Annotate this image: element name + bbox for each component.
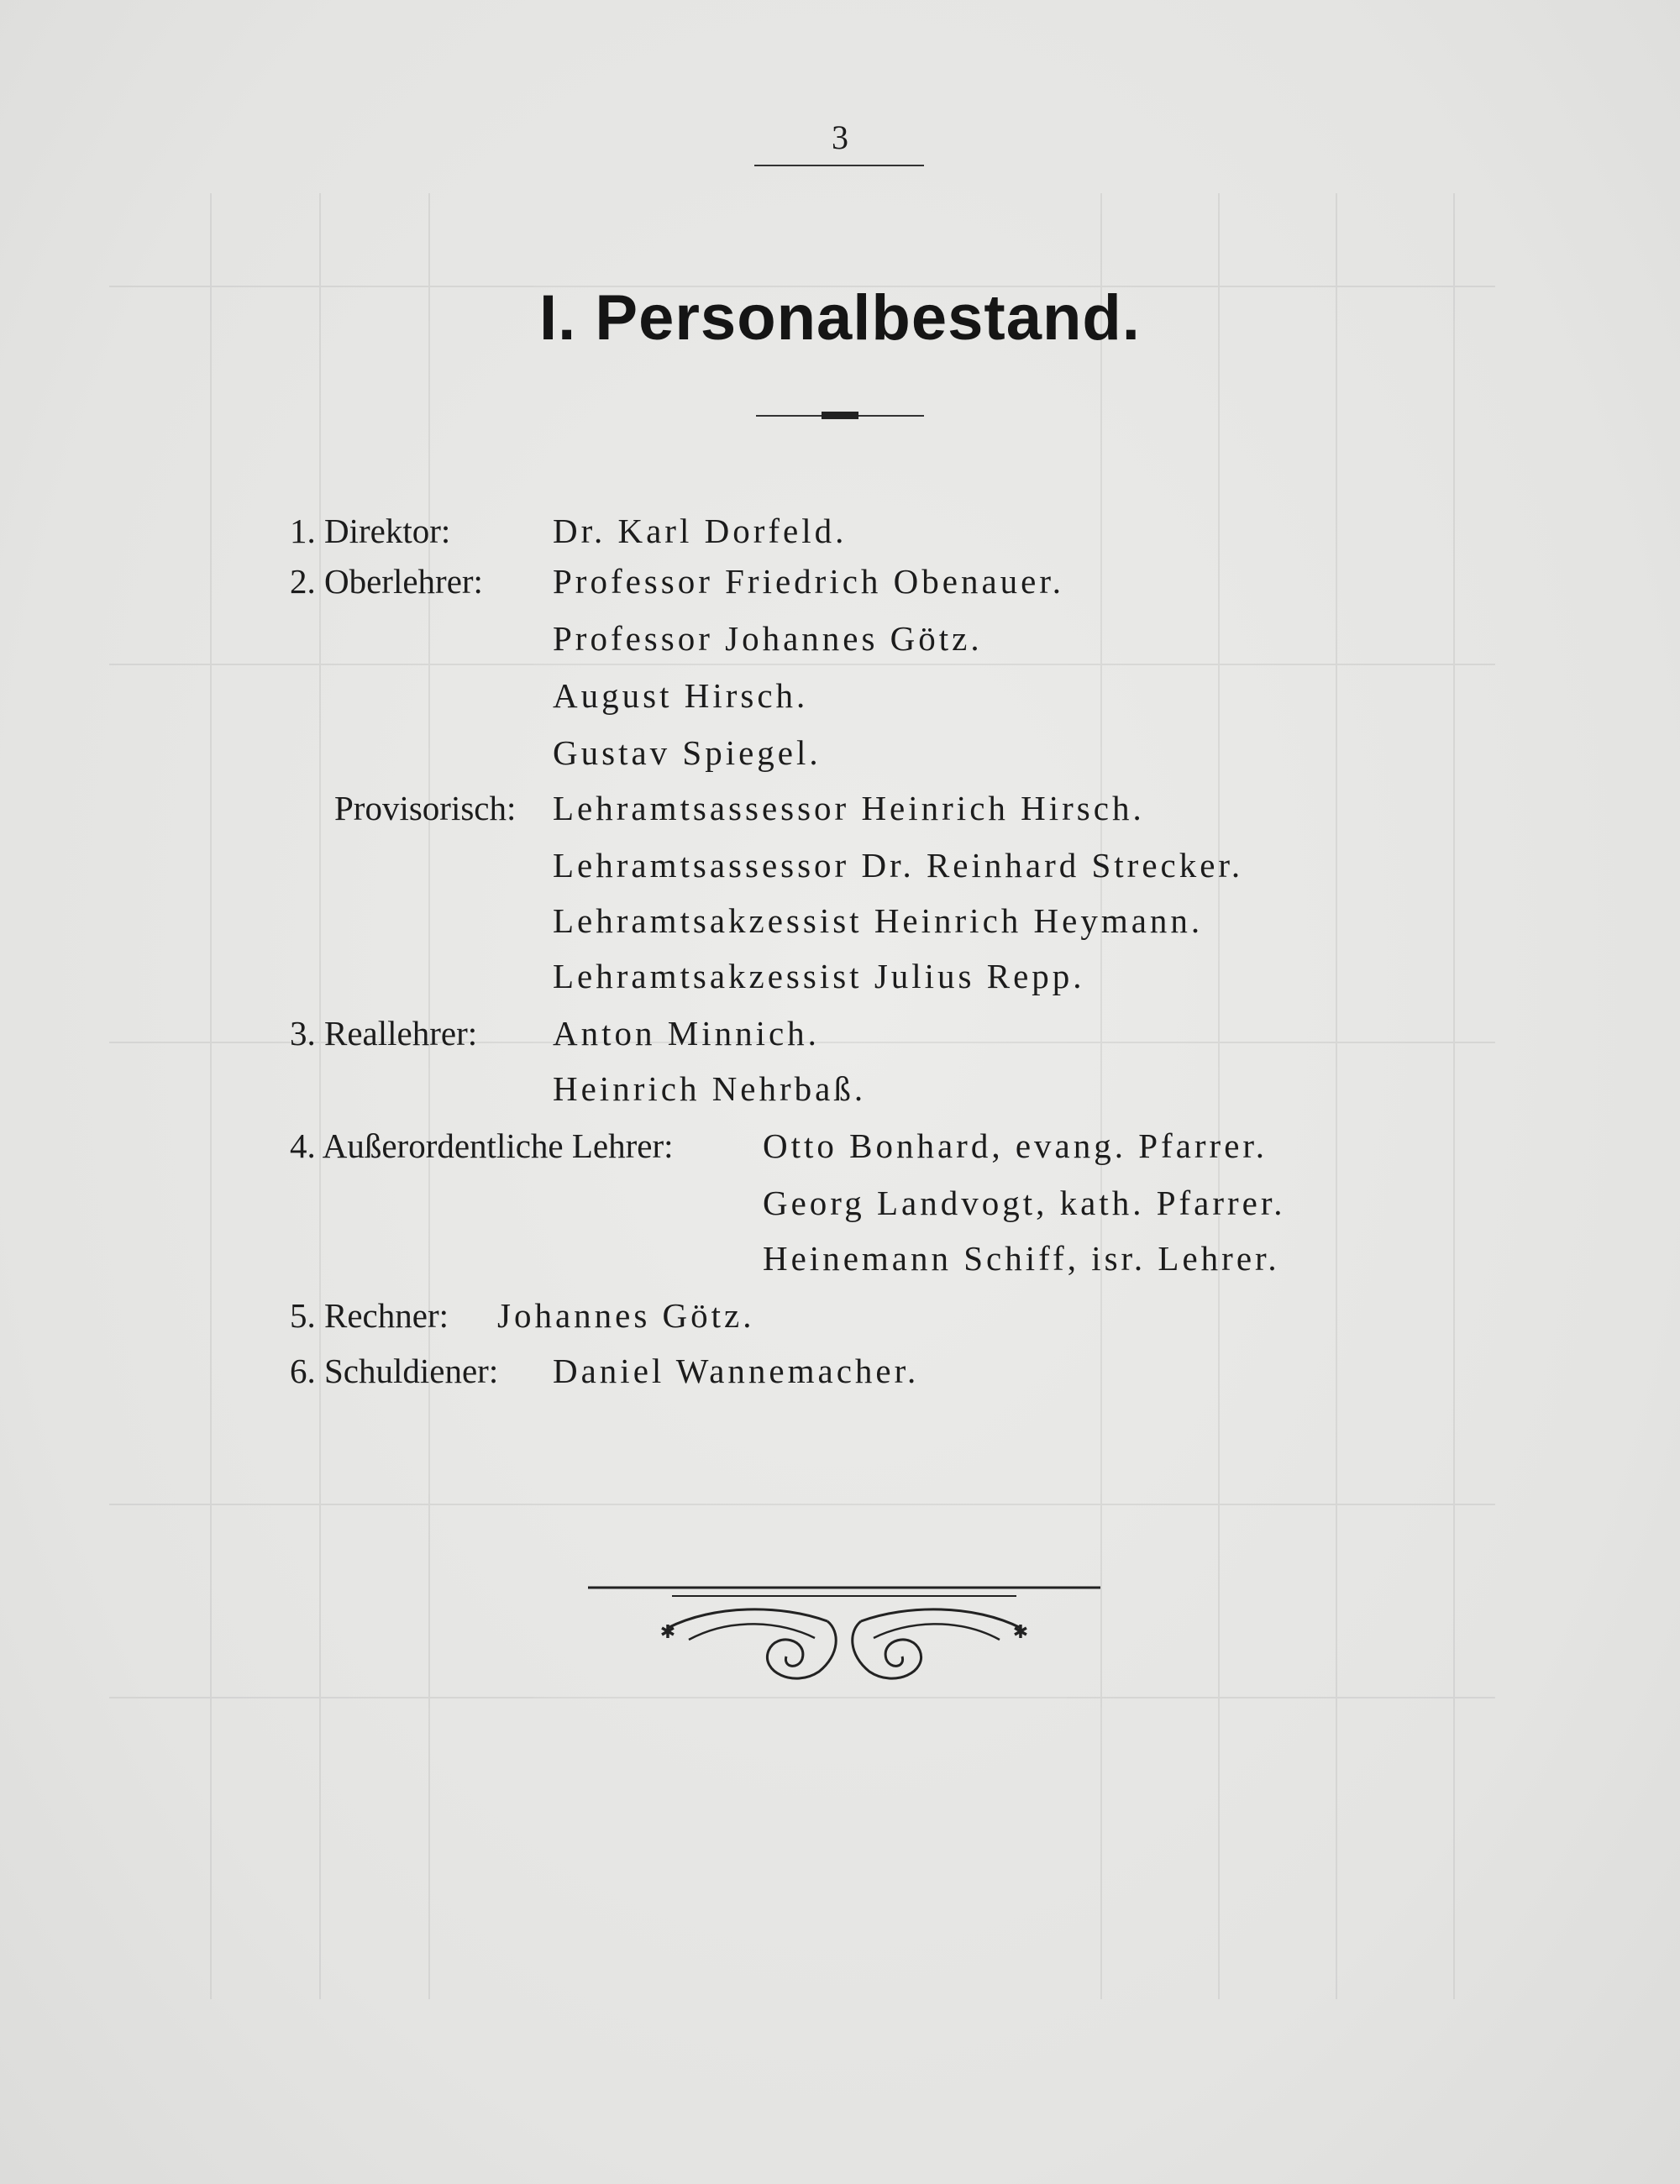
entry-name-line: Gustav Spiegel. bbox=[553, 733, 822, 772]
entry-label-director: 1. Direktor: bbox=[290, 512, 451, 550]
entry-name-line: Lehramtsassessor Heinrich Hirsch. bbox=[553, 789, 1145, 827]
page-number: 3 bbox=[832, 118, 848, 156]
entry-name-line: Georg Landvogt, kath. Pfarrer. bbox=[763, 1184, 1286, 1222]
entry-name-line: Heinemann Schiff, isr. Lehrer. bbox=[763, 1239, 1280, 1278]
entry-label-extraordinary-teachers: 4. Außerordentliche Lehrer: bbox=[290, 1126, 674, 1165]
entry-name-line: Lehramtsakzessist Heinrich Heymann. bbox=[553, 901, 1204, 940]
entry-name-line: Anton Minnich. bbox=[553, 1014, 820, 1053]
svg-text:✱: ✱ bbox=[1012, 1622, 1029, 1643]
entry-name-line: Lehramtsassessor Dr. Reinhard Strecker. bbox=[553, 846, 1244, 885]
entry-label-secondary-teacher: 3. Reallehrer: bbox=[290, 1014, 478, 1053]
svg-text:✱: ✱ bbox=[659, 1622, 676, 1643]
entry-name-line: Johannes Götz. bbox=[497, 1296, 755, 1335]
entry-name-line: Lehramtsakzessist Julius Repp. bbox=[553, 957, 1085, 995]
entry-name-line: Professor Friedrich Obenauer. bbox=[553, 562, 1065, 601]
decorative-ornament-icon bbox=[588, 1579, 1100, 1688]
section-title: I. Personalbestand. bbox=[539, 282, 1141, 354]
entry-name-line: Daniel Wannemacher. bbox=[553, 1352, 920, 1390]
entry-name-line: Otto Bonhard, evang. Pfarrer. bbox=[763, 1126, 1268, 1165]
entry-label-caretaker: 6. Schuldiener: bbox=[290, 1352, 499, 1390]
entry-label-treasurer: 5. Rechner: bbox=[290, 1296, 449, 1335]
entry-name-line: August Hirsch. bbox=[553, 676, 809, 715]
entry-label-senior-teacher: 2. Oberlehrer: bbox=[290, 562, 483, 601]
entry-name-line: Dr. Karl Dorfeld. bbox=[553, 512, 848, 550]
entry-label-provisional: Provisorisch: bbox=[334, 789, 517, 827]
entry-name-line: Professor Johannes Götz. bbox=[553, 619, 983, 658]
entry-name-line: Heinrich Nehrbaß. bbox=[553, 1069, 867, 1108]
